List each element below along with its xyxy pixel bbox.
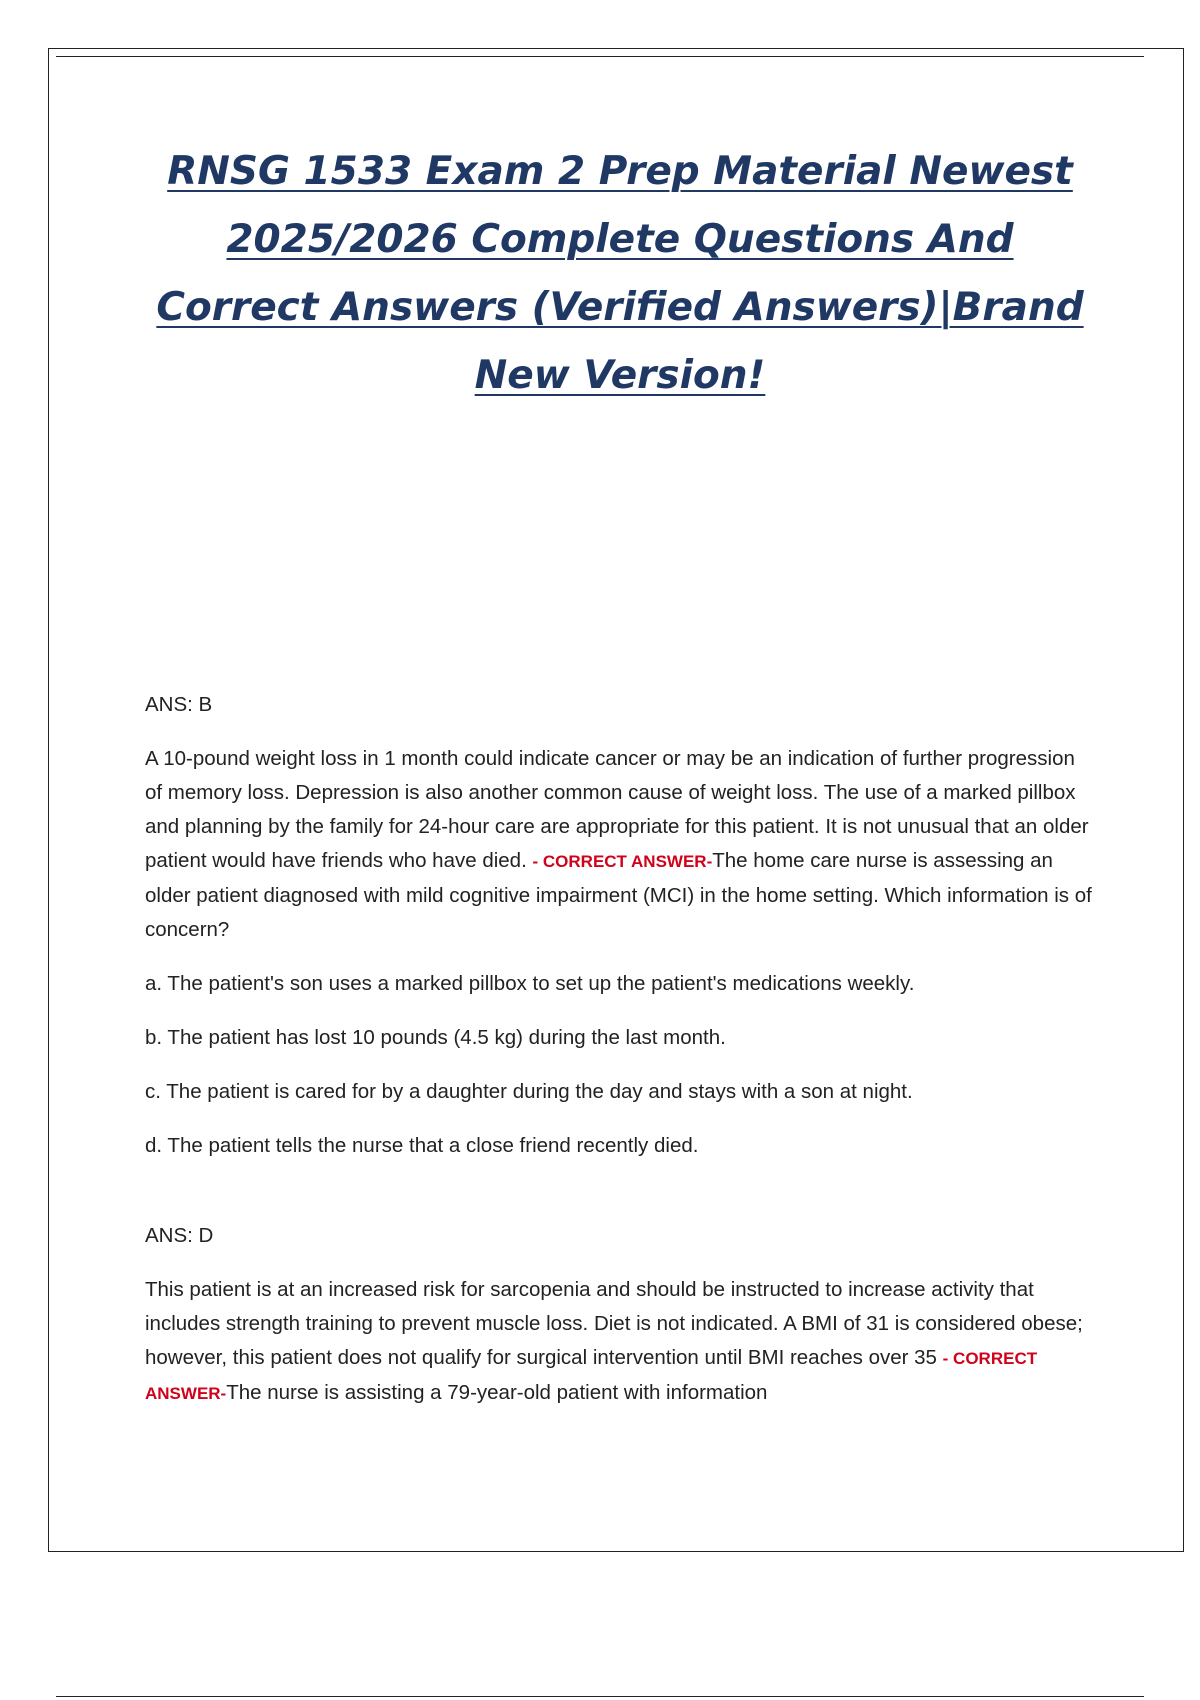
correct-answer-label: - CORRECT ANSWER- xyxy=(145,1349,1038,1403)
rationale-text: This patient is at an increased risk for sarcopenia and should be instructed to increase activity that includes strength training to prevent muscle loss. Diet is not indicated. A BMI of 31 is considered obese; however, this patient does not qualify for surgical intervention until BMI reaches over 35 xyxy=(145,1278,1083,1369)
option-d: d. The patient tells the nurse that a close friend recently died. xyxy=(145,1134,699,1157)
option-a: a. The patient's son uses a marked pillbox to set up the patient's medications weekly. xyxy=(145,972,915,995)
top-rule xyxy=(56,56,1144,57)
rationale-paragraph xyxy=(145,742,1095,947)
spacer xyxy=(145,1183,1095,1219)
question-text: The nurse is assisting a 79-year-old patient with information xyxy=(226,1381,768,1404)
rationale-text: A 10-pound weight loss in 1 month could indicate cancer or may be an indication of further progression of memory loss. Depression is also another common cause of weight loss. The use of a marked pillbox and planning by the family for 24-hour care are appropriate for this patient. It is not unusual that an older patient would have friends who have died. xyxy=(145,747,1089,872)
question-text: The home care nurse is assessing an older patient diagnosed with mild cognitive impairment (MCI) in the home setting. Which information is of concern? xyxy=(145,849,1092,941)
answer-line: ANS: B xyxy=(145,693,213,716)
option-b: b. The patient has lost 10 pounds (4.5 kg) during the last month. xyxy=(145,1026,726,1049)
bottom-rule xyxy=(56,1696,1144,1697)
document-body xyxy=(145,688,1095,1431)
correct-answer-label: - CORRECT ANSWER- xyxy=(532,852,713,871)
option-c: c. The patient is cared for by a daughter during the day and stays with a son at night. xyxy=(145,1080,913,1103)
answer-line: ANS: D xyxy=(145,1224,214,1247)
document-title: RNSG 1533 Exam 2 Prep Material Newest 2025/2026 Complete Questions And Correct Answers (Verified Answers)|Brand New Version! xyxy=(156,149,1084,398)
rationale-paragraph xyxy=(145,1273,1095,1411)
